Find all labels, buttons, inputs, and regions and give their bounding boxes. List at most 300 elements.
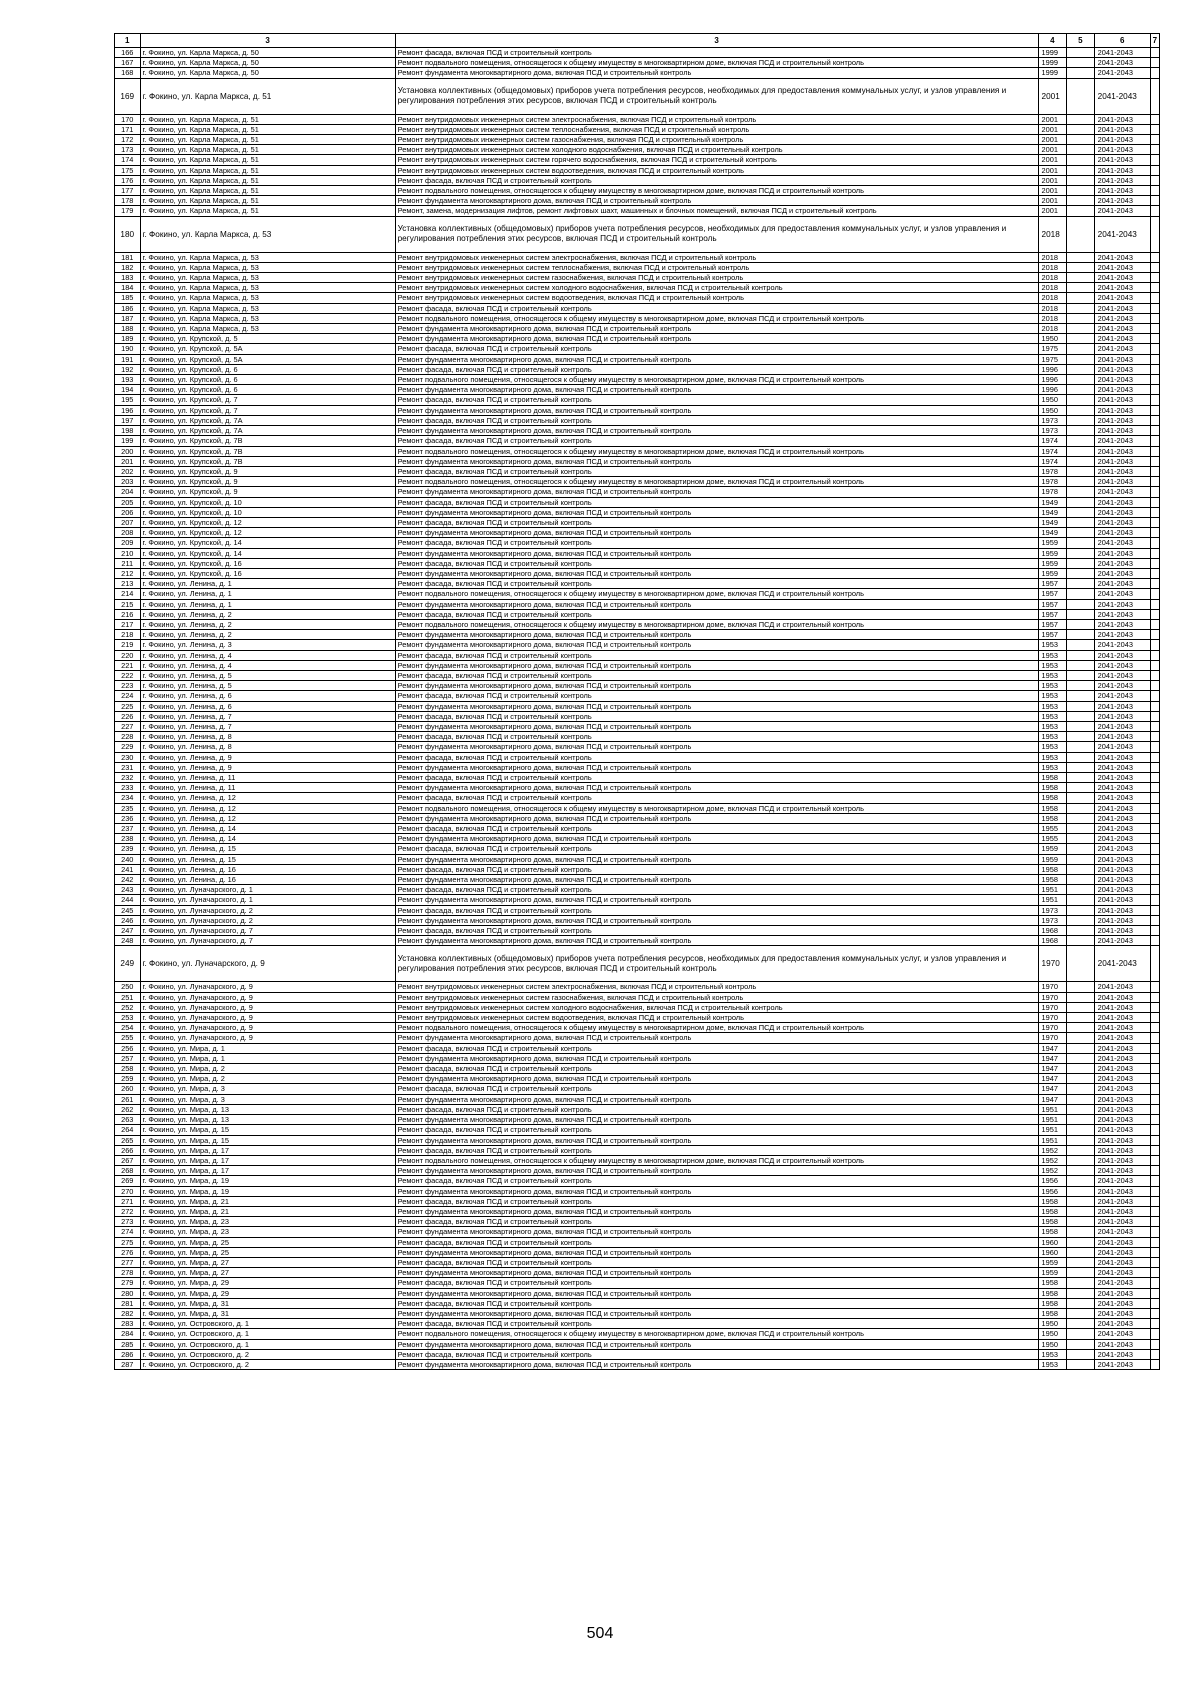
work-type-cell: Ремонт фундамента многоквартирного дома, включая ПСД и строительный контроль	[395, 548, 1038, 558]
column-5-cell	[1067, 395, 1095, 405]
work-type-cell: Ремонт фасада, включая ПСД и строительный контроль	[395, 1237, 1038, 1247]
year-built-cell: 2001	[1038, 175, 1067, 185]
table-row	[115, 124, 1160, 134]
column-5-cell	[1067, 405, 1095, 415]
year-built-cell: 2001	[1038, 165, 1067, 175]
column-7-cell	[1150, 742, 1159, 752]
column-7-cell	[1150, 1186, 1159, 1196]
work-type-cell: Ремонт фасада, включая ПСД и строительный контроль	[395, 538, 1038, 548]
column-7-cell	[1150, 579, 1159, 589]
period-cell: 2041-2043	[1094, 497, 1150, 507]
column-5-cell	[1067, 1043, 1095, 1053]
period-cell: 2041-2043	[1094, 1094, 1150, 1104]
column-5-cell	[1067, 742, 1095, 752]
address-cell: г. Фокино, ул. Ленина, д. 8	[140, 732, 395, 742]
work-type-cell: Ремонт, замена, модернизация лифтов, ремонт лифтовых шахт, машинных и блочных помещений, включая ПСД и строительный контроль	[395, 206, 1038, 216]
year-built-cell: 1957	[1038, 589, 1067, 599]
row-number: 206	[115, 507, 141, 517]
row-number: 260	[115, 1084, 141, 1094]
column-header: 4	[1038, 34, 1067, 48]
column-7-cell	[1150, 538, 1159, 548]
year-built-cell: 1947	[1038, 1084, 1067, 1094]
column-header: 6	[1094, 34, 1150, 48]
row-number: 255	[115, 1033, 141, 1043]
row-number: 236	[115, 813, 141, 823]
address-cell: г. Фокино, ул. Ленина, д. 12	[140, 803, 395, 813]
column-7-cell	[1150, 1206, 1159, 1216]
work-type-cell: Установка коллективных (общедомовых) приборов учета потребления ресурсов, необходимых для предоставления коммунальных услуг, и узлов управления и регулирования потребления этих ресурсов, включая ПСД и строительный контроль	[395, 946, 1038, 982]
table-row	[115, 517, 1160, 527]
table-row	[115, 752, 1160, 762]
period-cell: 2041-2043	[1094, 1135, 1150, 1145]
table-row	[115, 660, 1160, 670]
column-5-cell	[1067, 1053, 1095, 1063]
period-cell: 2041-2043	[1094, 630, 1150, 640]
work-type-cell: Ремонт фасада, включая ПСД и строительный контроль	[395, 466, 1038, 476]
table-row	[115, 599, 1160, 609]
year-built-cell: 1947	[1038, 1074, 1067, 1084]
work-type-cell: Ремонт фундамента многоквартирного дома, включая ПСД и строительный контроль	[395, 834, 1038, 844]
address-cell: г. Фокино, ул. Крупской, д. 7А	[140, 426, 395, 436]
table-row	[115, 78, 1160, 114]
year-built-cell: 1957	[1038, 609, 1067, 619]
row-number: 187	[115, 313, 141, 323]
column-7-cell	[1150, 1359, 1159, 1369]
work-type-cell: Ремонт подвального помещения, относящегося к общему имуществу в многоквартирном доме, включая ПСД и строительный контроль	[395, 1155, 1038, 1165]
row-number: 220	[115, 650, 141, 660]
column-5-cell	[1067, 293, 1095, 303]
column-5-cell	[1067, 538, 1095, 548]
work-type-cell: Ремонт фундамента многоквартирного дома, включая ПСД и строительный контроль	[395, 385, 1038, 395]
table-row	[115, 1176, 1160, 1186]
row-number: 183	[115, 273, 141, 283]
year-built-cell: 2018	[1038, 216, 1067, 252]
period-cell: 2041-2043	[1094, 1308, 1150, 1318]
table-row	[115, 385, 1160, 395]
column-5-cell	[1067, 216, 1095, 252]
address-cell: г. Фокино, ул. Ленина, д. 11	[140, 783, 395, 793]
row-number: 257	[115, 1053, 141, 1063]
period-cell: 2041-2043	[1094, 558, 1150, 568]
year-built-cell: 1953	[1038, 681, 1067, 691]
column-5-cell	[1067, 824, 1095, 834]
period-cell: 2041-2043	[1094, 732, 1150, 742]
table-row	[115, 609, 1160, 619]
work-type-cell: Ремонт фундамента многоквартирного дома, включая ПСД и строительный контроль	[395, 1206, 1038, 1216]
column-7-cell	[1150, 252, 1159, 262]
column-5-cell	[1067, 915, 1095, 925]
address-cell: г. Фокино, ул. Карла Маркса, д. 51	[140, 78, 395, 114]
address-cell: г. Фокино, ул. Карла Маркса, д. 51	[140, 206, 395, 216]
year-built-cell: 1978	[1038, 477, 1067, 487]
address-cell: г. Фокино, ул. Ленина, д. 14	[140, 824, 395, 834]
work-type-cell: Ремонт фундамента многоквартирного дома, включая ПСД и строительный контроль	[395, 701, 1038, 711]
work-type-cell: Ремонт внутридомовых инженерных систем электроснабжения, включая ПСД и строительный контроль	[395, 252, 1038, 262]
work-type-cell: Ремонт фундамента многоквартирного дома, включая ПСД и строительный контроль	[395, 324, 1038, 334]
column-7-cell	[1150, 670, 1159, 680]
period-cell: 2041-2043	[1094, 196, 1150, 206]
year-built-cell: 1949	[1038, 497, 1067, 507]
row-number: 277	[115, 1257, 141, 1267]
year-built-cell: 1959	[1038, 538, 1067, 548]
row-number: 191	[115, 354, 141, 364]
row-number: 241	[115, 864, 141, 874]
column-5-cell	[1067, 1074, 1095, 1084]
period-cell: 2041-2043	[1094, 803, 1150, 813]
table-row	[115, 1227, 1160, 1237]
column-5-cell	[1067, 670, 1095, 680]
column-7-cell	[1150, 1288, 1159, 1298]
period-cell: 2041-2043	[1094, 1359, 1150, 1369]
row-number: 221	[115, 660, 141, 670]
column-7-cell	[1150, 793, 1159, 803]
row-number: 192	[115, 364, 141, 374]
column-7-cell	[1150, 303, 1159, 313]
period-cell: 2041-2043	[1094, 1023, 1150, 1033]
column-7-cell	[1150, 1257, 1159, 1267]
period-cell: 2041-2043	[1094, 124, 1150, 134]
address-cell: г. Фокино, ул. Ленина, д. 6	[140, 691, 395, 701]
address-cell: г. Фокино, ул. Ленина, д. 16	[140, 864, 395, 874]
work-type-cell: Ремонт фасада, включая ПСД и строительный контроль	[395, 650, 1038, 660]
address-cell: г. Фокино, ул. Мира, д. 15	[140, 1125, 395, 1135]
row-number: 232	[115, 773, 141, 783]
work-type-cell: Ремонт фундамента многоквартирного дома, включая ПСД и строительный контроль	[395, 915, 1038, 925]
year-built-cell: 1958	[1038, 813, 1067, 823]
address-cell: г. Фокино, ул. Мира, д. 1	[140, 1053, 395, 1063]
year-built-cell: 1958	[1038, 875, 1067, 885]
row-number: 251	[115, 992, 141, 1002]
period-cell: 2041-2043	[1094, 517, 1150, 527]
row-number: 245	[115, 905, 141, 915]
year-built-cell: 1975	[1038, 354, 1067, 364]
row-number: 286	[115, 1349, 141, 1359]
row-number: 196	[115, 405, 141, 415]
work-type-cell: Ремонт внутридомовых инженерных систем холодного водоснабжения, включая ПСД и строительный контроль	[395, 283, 1038, 293]
year-built-cell: 1959	[1038, 568, 1067, 578]
column-7-cell	[1150, 650, 1159, 660]
work-type-cell: Ремонт фундамента многоквартирного дома, включая ПСД и строительный контроль	[395, 875, 1038, 885]
period-cell: 2041-2043	[1094, 1064, 1150, 1074]
table-row	[115, 875, 1160, 885]
year-built-cell: 1968	[1038, 926, 1067, 936]
column-7-cell	[1150, 1074, 1159, 1084]
period-cell: 2041-2043	[1094, 711, 1150, 721]
address-cell: г. Фокино, ул. Луначарского, д. 2	[140, 905, 395, 915]
row-number: 261	[115, 1094, 141, 1104]
year-built-cell: 1978	[1038, 466, 1067, 476]
address-cell: г. Фокино, ул. Мира, д. 2	[140, 1074, 395, 1084]
column-7-cell	[1150, 58, 1159, 68]
column-7-cell	[1150, 558, 1159, 568]
column-7-cell	[1150, 145, 1159, 155]
table-row	[115, 1013, 1160, 1023]
table-row	[115, 1115, 1160, 1125]
column-7-cell	[1150, 175, 1159, 185]
row-number: 198	[115, 426, 141, 436]
year-built-cell: 1953	[1038, 691, 1067, 701]
row-number: 247	[115, 926, 141, 936]
year-built-cell: 1973	[1038, 915, 1067, 925]
column-7-cell	[1150, 456, 1159, 466]
column-5-cell	[1067, 135, 1095, 145]
address-cell: г. Фокино, ул. Мира, д. 19	[140, 1176, 395, 1186]
row-number: 211	[115, 558, 141, 568]
column-5-cell	[1067, 426, 1095, 436]
row-number: 202	[115, 466, 141, 476]
capital-repair-table	[114, 33, 1160, 1370]
row-number: 250	[115, 982, 141, 992]
column-5-cell	[1067, 691, 1095, 701]
address-cell: г. Фокино, ул. Крупской, д. 9	[140, 477, 395, 487]
year-built-cell: 1958	[1038, 1298, 1067, 1308]
column-5-cell	[1067, 313, 1095, 323]
year-built-cell: 1978	[1038, 487, 1067, 497]
table-body	[115, 48, 1160, 1370]
address-cell: г. Фокино, ул. Крупской, д. 7А	[140, 415, 395, 425]
year-built-cell: 1959	[1038, 1268, 1067, 1278]
column-7-cell	[1150, 681, 1159, 691]
column-7-cell	[1150, 436, 1159, 446]
row-number: 203	[115, 477, 141, 487]
table-row	[115, 487, 1160, 497]
period-cell: 2041-2043	[1094, 1166, 1150, 1176]
period-cell: 2041-2043	[1094, 252, 1150, 262]
work-type-cell: Ремонт фасада, включая ПСД и строительный контроль	[395, 844, 1038, 854]
address-cell: г. Фокино, ул. Крупской, д. 10	[140, 507, 395, 517]
row-number: 194	[115, 385, 141, 395]
table-row	[115, 1247, 1160, 1257]
period-cell: 2041-2043	[1094, 155, 1150, 165]
year-built-cell: 2001	[1038, 124, 1067, 134]
work-type-cell: Ремонт внутридомовых инженерных систем горячего водоснабжения, включая ПСД и строительный контроль	[395, 155, 1038, 165]
period-cell: 2041-2043	[1094, 165, 1150, 175]
table-row	[115, 1033, 1160, 1043]
row-number: 218	[115, 630, 141, 640]
year-built-cell: 2018	[1038, 262, 1067, 272]
row-number: 256	[115, 1043, 141, 1053]
column-7-cell	[1150, 992, 1159, 1002]
period-cell: 2041-2043	[1094, 548, 1150, 558]
table-row	[115, 58, 1160, 68]
column-5-cell	[1067, 1196, 1095, 1206]
column-5-cell	[1067, 579, 1095, 589]
column-7-cell	[1150, 405, 1159, 415]
work-type-cell: Ремонт фасада, включая ПСД и строительный контроль	[395, 1217, 1038, 1227]
table-row	[115, 507, 1160, 517]
address-cell: г. Фокино, ул. Карла Маркса, д. 51	[140, 114, 395, 124]
address-cell: г. Фокино, ул. Островского, д. 1	[140, 1319, 395, 1329]
address-cell: г. Фокино, ул. Ленина, д. 15	[140, 844, 395, 854]
period-cell: 2041-2043	[1094, 538, 1150, 548]
column-5-cell	[1067, 487, 1095, 497]
table-row	[115, 1298, 1160, 1308]
table-row	[115, 905, 1160, 915]
table-row	[115, 885, 1160, 895]
address-cell: г. Фокино, ул. Мира, д. 15	[140, 1135, 395, 1145]
column-7-cell	[1150, 1298, 1159, 1308]
period-cell: 2041-2043	[1094, 650, 1150, 660]
year-built-cell: 1974	[1038, 446, 1067, 456]
address-cell: г. Фокино, ул. Мира, д. 23	[140, 1227, 395, 1237]
table-row	[115, 334, 1160, 344]
period-cell: 2041-2043	[1094, 834, 1150, 844]
work-type-cell: Ремонт фасада, включая ПСД и строительный контроль	[395, 732, 1038, 742]
year-built-cell: 1953	[1038, 670, 1067, 680]
work-type-cell: Ремонт фасада, включая ПСД и строительный контроль	[395, 1196, 1038, 1206]
work-type-cell: Ремонт внутридомовых инженерных систем водоотведения, включая ПСД и строительный контроль	[395, 293, 1038, 303]
year-built-cell: 1970	[1038, 982, 1067, 992]
column-7-cell	[1150, 885, 1159, 895]
column-header: 1	[115, 34, 141, 48]
address-cell: г. Фокино, ул. Крупской, д. 9	[140, 466, 395, 476]
year-built-cell: 1951	[1038, 1104, 1067, 1114]
year-built-cell: 1959	[1038, 844, 1067, 854]
address-cell: г. Фокино, ул. Карла Маркса, д. 50	[140, 48, 395, 58]
column-5-cell	[1067, 681, 1095, 691]
address-cell: г. Фокино, ул. Мира, д. 21	[140, 1206, 395, 1216]
period-cell: 2041-2043	[1094, 385, 1150, 395]
column-7-cell	[1150, 206, 1159, 216]
table-row	[115, 206, 1160, 216]
work-type-cell: Ремонт фундамента многоквартирного дома, включая ПСД и строительный контроль	[395, 854, 1038, 864]
column-7-cell	[1150, 1319, 1159, 1329]
period-cell: 2041-2043	[1094, 1033, 1150, 1043]
column-7-cell	[1150, 982, 1159, 992]
row-number: 278	[115, 1268, 141, 1278]
year-built-cell: 1953	[1038, 650, 1067, 660]
period-cell: 2041-2043	[1094, 609, 1150, 619]
work-type-cell: Ремонт фундамента многоквартирного дома, включая ПСД и строительный контроль	[395, 1094, 1038, 1104]
address-cell: г. Фокино, ул. Мира, д. 1	[140, 1043, 395, 1053]
year-built-cell: 1950	[1038, 1329, 1067, 1339]
address-cell: г. Фокино, ул. Ленина, д. 2	[140, 630, 395, 640]
table-row	[115, 1135, 1160, 1145]
row-number: 176	[115, 175, 141, 185]
table-row	[115, 1074, 1160, 1084]
table-row	[115, 1094, 1160, 1104]
row-number: 224	[115, 691, 141, 701]
column-7-cell	[1150, 609, 1159, 619]
column-5-cell	[1067, 982, 1095, 992]
year-built-cell: 1950	[1038, 405, 1067, 415]
period-cell: 2041-2043	[1094, 762, 1150, 772]
work-type-cell: Ремонт внутридомовых инженерных систем водоотведения, включая ПСД и строительный контроль	[395, 1013, 1038, 1023]
address-cell: г. Фокино, ул. Ленина, д. 1	[140, 589, 395, 599]
period-cell: 2041-2043	[1094, 1329, 1150, 1339]
address-cell: г. Фокино, ул. Карла Маркса, д. 53	[140, 303, 395, 313]
column-5-cell	[1067, 324, 1095, 334]
work-type-cell: Ремонт фундамента многоквартирного дома, включая ПСД и строительный контроль	[395, 354, 1038, 364]
table-row	[115, 303, 1160, 313]
period-cell: 2041-2043	[1094, 660, 1150, 670]
row-number: 184	[115, 283, 141, 293]
work-type-cell: Ремонт подвального помещения, относящегося к общему имуществу в многоквартирном доме, включая ПСД и строительный контроль	[395, 589, 1038, 599]
column-7-cell	[1150, 1247, 1159, 1257]
year-built-cell: 1970	[1038, 1033, 1067, 1043]
row-number: 186	[115, 303, 141, 313]
address-cell: г. Фокино, ул. Крупской, д. 7В	[140, 456, 395, 466]
row-number: 259	[115, 1074, 141, 1084]
column-5-cell	[1067, 1135, 1095, 1145]
work-type-cell: Ремонт фундамента многоквартирного дома, включая ПСД и строительный контроль	[395, 1166, 1038, 1176]
column-5-cell	[1067, 78, 1095, 114]
table-row	[115, 558, 1160, 568]
period-cell: 2041-2043	[1094, 145, 1150, 155]
work-type-cell: Ремонт фасада, включая ПСД и строительный контроль	[395, 1278, 1038, 1288]
period-cell: 2041-2043	[1094, 364, 1150, 374]
period-cell: 2041-2043	[1094, 1104, 1150, 1114]
table-row	[115, 1329, 1160, 1339]
period-cell: 2041-2043	[1094, 1288, 1150, 1298]
address-cell: г. Фокино, ул. Карла Маркса, д. 51	[140, 135, 395, 145]
table-row	[115, 477, 1160, 487]
column-5-cell	[1067, 701, 1095, 711]
column-5-cell	[1067, 844, 1095, 854]
table-row	[115, 1196, 1160, 1206]
row-number: 281	[115, 1298, 141, 1308]
year-built-cell: 1952	[1038, 1166, 1067, 1176]
address-cell: г. Фокино, ул. Ленина, д. 1	[140, 579, 395, 589]
address-cell: г. Фокино, ул. Луначарского, д. 9	[140, 1023, 395, 1033]
work-type-cell: Ремонт фасада, включая ПСД и строительный контроль	[395, 1064, 1038, 1074]
column-5-cell	[1067, 946, 1095, 982]
period-cell: 2041-2043	[1094, 1074, 1150, 1084]
column-7-cell	[1150, 528, 1159, 538]
period-cell: 2041-2043	[1094, 1257, 1150, 1267]
address-cell: г. Фокино, ул. Ленина, д. 4	[140, 660, 395, 670]
work-type-cell: Ремонт фундамента многоквартирного дома, включая ПСД и строительный контроль	[395, 721, 1038, 731]
row-number: 243	[115, 885, 141, 895]
column-5-cell	[1067, 1064, 1095, 1074]
row-number: 258	[115, 1064, 141, 1074]
table-row	[115, 324, 1160, 334]
row-number: 270	[115, 1186, 141, 1196]
column-5-cell	[1067, 1278, 1095, 1288]
work-type-cell: Ремонт фундамента многоквартирного дома, включая ПСД и строительный контроль	[395, 68, 1038, 78]
period-cell: 2041-2043	[1094, 1349, 1150, 1359]
table-row	[115, 344, 1160, 354]
work-type-cell: Ремонт фасада, включая ПСД и строительный контроль	[395, 926, 1038, 936]
address-cell: г. Фокино, ул. Ленина, д. 15	[140, 854, 395, 864]
year-built-cell: 1955	[1038, 824, 1067, 834]
address-cell: г. Фокино, ул. Ленина, д. 2	[140, 609, 395, 619]
row-number: 266	[115, 1145, 141, 1155]
column-7-cell	[1150, 1033, 1159, 1043]
period-cell: 2041-2043	[1094, 415, 1150, 425]
period-cell: 2041-2043	[1094, 742, 1150, 752]
period-cell: 2041-2043	[1094, 992, 1150, 1002]
row-number: 234	[115, 793, 141, 803]
column-7-cell	[1150, 721, 1159, 731]
address-cell: г. Фокино, ул. Мира, д. 3	[140, 1094, 395, 1104]
year-built-cell: 1953	[1038, 742, 1067, 752]
row-number: 193	[115, 375, 141, 385]
column-7-cell	[1150, 762, 1159, 772]
column-5-cell	[1067, 1176, 1095, 1186]
year-built-cell: 2018	[1038, 273, 1067, 283]
work-type-cell: Ремонт внутридомовых инженерных систем электроснабжения, включая ПСД и строительный контроль	[395, 114, 1038, 124]
column-5-cell	[1067, 196, 1095, 206]
year-built-cell: 1996	[1038, 375, 1067, 385]
work-type-cell: Ремонт подвального помещения, относящегося к общему имуществу в многоквартирном доме, включая ПСД и строительный контроль	[395, 186, 1038, 196]
column-7-cell	[1150, 926, 1159, 936]
column-7-cell	[1150, 1094, 1159, 1104]
table-row	[115, 415, 1160, 425]
work-type-cell: Ремонт фундамента многоквартирного дома, включая ПСД и строительный контроль	[395, 681, 1038, 691]
column-7-cell	[1150, 1176, 1159, 1186]
period-cell: 2041-2043	[1094, 854, 1150, 864]
